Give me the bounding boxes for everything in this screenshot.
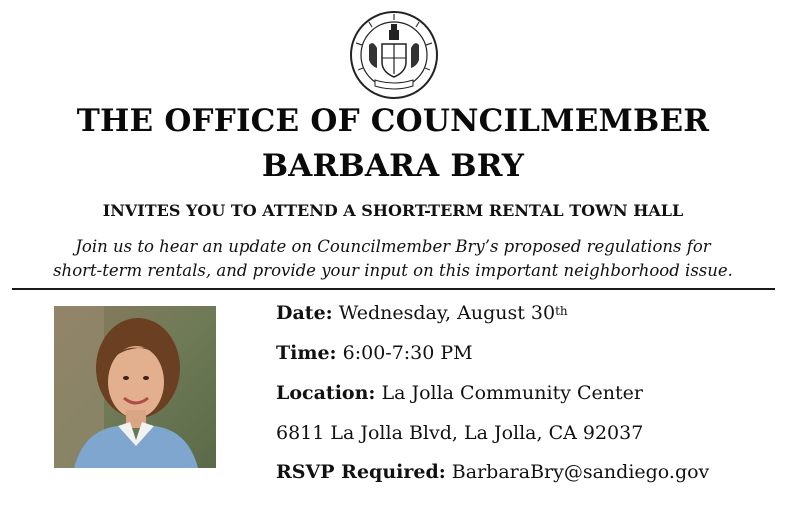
rsvp-email[interactable]: BarbaraBry@sandiego.gov	[451, 461, 710, 483]
date-value: Wednesday, August 30	[338, 302, 556, 324]
time-row	[276, 340, 473, 366]
blurb-line-2: short-term rentals, and provide your input on this important neighborhood issue.	[53, 261, 733, 280]
location-row	[276, 380, 643, 406]
address-value: 6811 La Jolla Blvd, La Jolla, CA 92037	[276, 422, 644, 444]
councilmember-photo	[54, 306, 216, 468]
rsvp-row	[276, 459, 709, 485]
date-suffix: th	[555, 304, 568, 318]
address-row	[276, 420, 643, 446]
rsvp-label: RSVP Required:	[276, 461, 446, 483]
location-value: La Jolla Community Center	[381, 382, 643, 404]
page-title-line-1: THE OFFICE OF COUNCILMEMBER	[76, 103, 710, 139]
divider	[12, 288, 775, 290]
blurb-line-1: Join us to hear an update on Councilmember Bry’s proposed regulations for	[75, 237, 711, 256]
invitation-headline: INVITES YOU TO ATTEND A SHORT-TERM RENTAL TOWN HALL	[102, 201, 684, 220]
page-title-line-2: BARBARA BRY	[261, 148, 525, 184]
seal-icon	[349, 10, 439, 100]
invitation-blurb	[0, 235, 786, 283]
time-value: 6:00-7:30 PM	[342, 342, 473, 364]
portrait-icon	[54, 306, 216, 468]
location-label: Location:	[276, 382, 376, 404]
date-row	[276, 300, 568, 326]
date-label: Date:	[276, 302, 333, 324]
city-seal	[349, 10, 439, 100]
time-label: Time:	[276, 342, 337, 364]
